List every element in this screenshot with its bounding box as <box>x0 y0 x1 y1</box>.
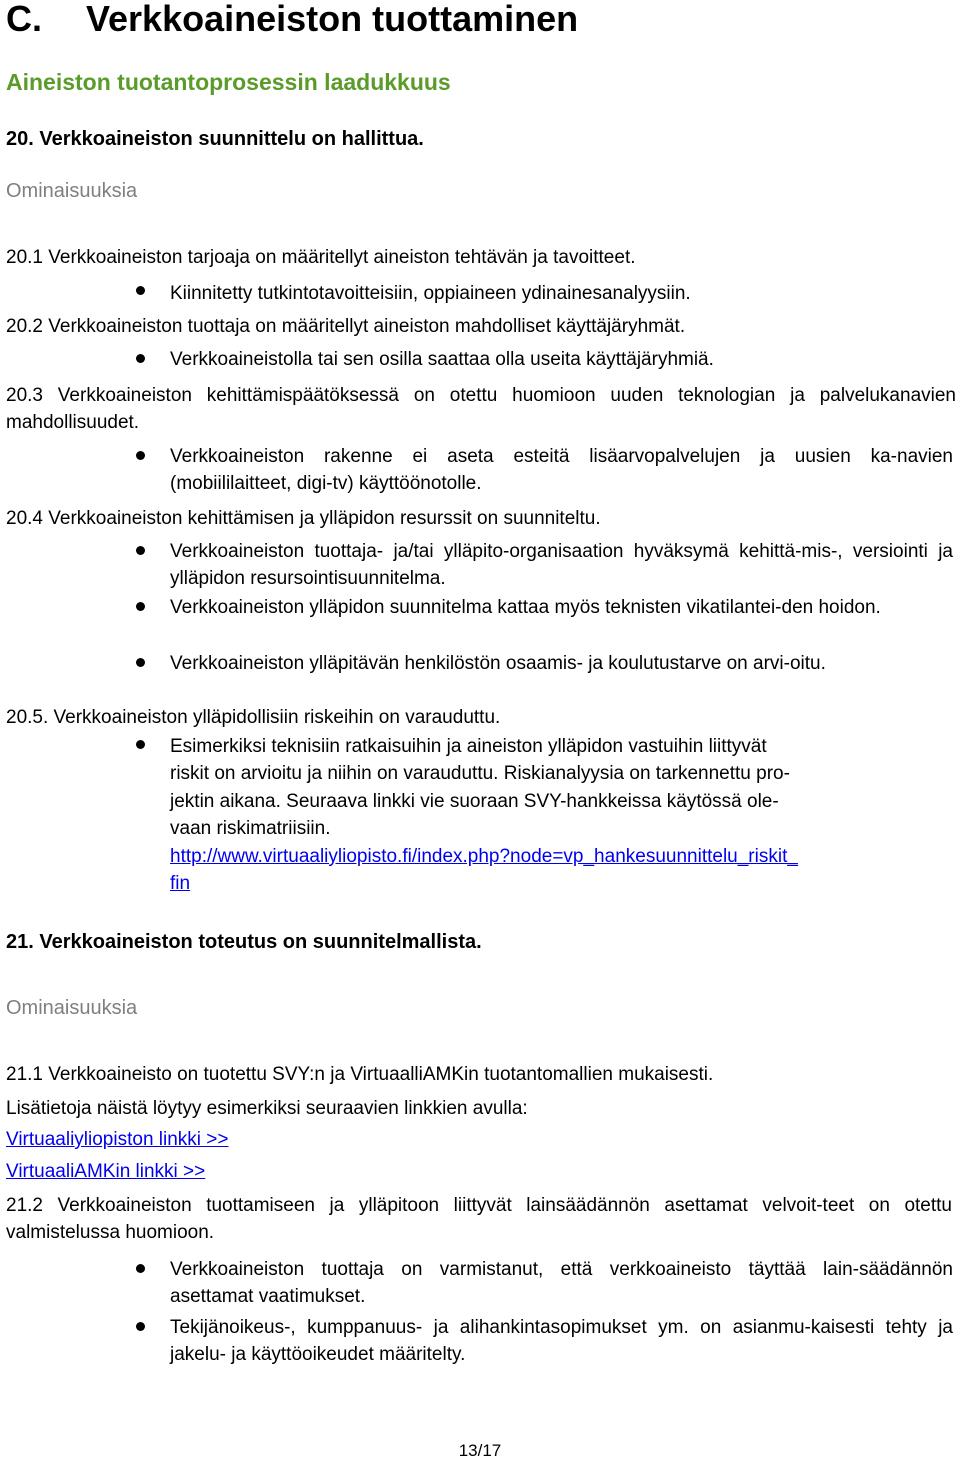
page-number: 13/17 <box>458 1441 502 1460</box>
info-text: Lisätietoja näistä löytyy esimerkiksi seuraavien linkkien avulla: <box>6 1098 528 1119</box>
bullet-icon <box>136 740 145 749</box>
risk-matrix-link-cont[interactable]: fin <box>170 873 191 894</box>
section-21-ominaisuuksia: Ominaisuuksia <box>6 997 138 1019</box>
bullet-icon <box>136 1322 145 1331</box>
heading-letter: C. <box>6 0 42 39</box>
bullet-icon <box>136 1264 145 1273</box>
bullet-20-5-line3: jektin aikana. Seuraava linkki vie suoraan SVY-hankkeissa käytössä ole- <box>170 791 779 812</box>
bullet-icon <box>136 286 145 295</box>
section-21-title: 21. Verkkoaineiston toteutus on suunnitelmallista. <box>6 931 482 953</box>
bullet-icon <box>136 658 145 667</box>
bullet-20-5-line2: riskit on arvioitu ja niihin on varauduttu. Riskianalyysia on tarkennettu pro- <box>170 763 790 784</box>
item-20-4: 20.4 Verkkoaineiston kehittämisen ja ylläpidon resurssit on suunniteltu. <box>6 508 601 529</box>
bullet-20-5-line4: vaan riskimatriisiin. <box>170 818 331 839</box>
item-20-1: 20.1 Verkkoaineiston tarjoaja on määritellyt aineiston tehtävän ja tavoitteet. <box>6 247 636 268</box>
bullet-icon <box>136 354 145 363</box>
bullet-20-4b: Verkkoaineiston ylläpidon suunnitelma kattaa myös teknisten vikatilantei-den hoidon. <box>170 597 881 618</box>
bullet-20-4a: Verkkoaineiston tuottaja- ja/tai ylläpito-organisaation hyväksymä kehittä-mis-, versiointi ja ylläpidon resursointisuunnitelma. <box>170 541 953 589</box>
item-21-1: 21.1 Verkkoaineisto on tuotettu SVY:n ja VirtuaalliAMKin tuotantomallien mukaisesti. <box>6 1064 714 1085</box>
bullet-20-3: Verkkoaineiston rakenne ei aseta esteitä lisäarvopalvelujen ja uusien ka-navien (mobiililaitteet, digi-tv) käyttöönotolle. <box>170 446 953 494</box>
item-20-5: 20.5. Verkkoaineiston ylläpidollisiin riskeihin on varauduttu. <box>6 707 501 728</box>
section-20-ominaisuuksia: Ominaisuuksia <box>6 180 138 202</box>
bullet-icon <box>136 602 145 611</box>
item-20-2: 20.2 Verkkoaineiston tuottaja on määritellyt aineiston mahdolliset käyttäjäryhmät. <box>6 316 686 337</box>
bullet-20-5-line1: Esimerkiksi teknisiin ratkaisuihin ja aineiston ylläpidon vastuihin liittyvät <box>170 736 767 757</box>
bullet-icon <box>136 451 145 460</box>
section-20-title: 20. Verkkoaineiston suunnittelu on hallittua. <box>6 128 424 150</box>
risk-matrix-link[interactable]: http://www.virtuaaliyliopisto.fi/index.php?node=vp_hankesuunnittelu_riskit_ <box>170 846 798 867</box>
item-21-2: 21.2 Verkkoaineiston tuottamiseen ja ylläpitoon liittyvät lainsäädännön asettamat velvoit-teet on otettu valmistelussa huomioon. <box>6 1195 952 1243</box>
bullet-21-2a: Verkkoaineiston tuottaja on varmistanut, että verkkoaineisto täyttää lain-säädännön asettamat vaatimukset. <box>170 1259 953 1307</box>
bullet-20-1: Kiinnitetty tutkintotavoitteisiin, oppiaineen ydinainesanalyysiin. <box>170 283 691 304</box>
page-heading <box>6 0 578 40</box>
bullet-20-4c: Verkkoaineiston ylläpitävän henkilöstön osaamis- ja koulutustarve on arvi-oitu. <box>170 653 826 674</box>
virtuaaliyliopisto-link[interactable]: Virtuaaliyliopiston linkki >> <box>6 1129 229 1150</box>
virtuaaliamk-link[interactable]: VirtuaaliAMKin linkki >> <box>6 1161 206 1182</box>
item-20-3: 20.3 Verkkoaineiston kehittämispäätöksessä on otettu huomioon uuden teknologian ja palvelukanavien mahdollisuudet. <box>6 385 956 433</box>
bullet-icon <box>136 546 145 555</box>
bullet-21-2b: Tekijänoikeus-, kumppanuus- ja alihankintasopimukset ym. on asianmu-kaisesti tehty ja jakelu- ja käyttöoikeudet määritelty. <box>170 1317 953 1365</box>
heading-title: Verkkoaineiston tuottaminen <box>86 0 579 39</box>
section-subtitle: Aineiston tuotantoprosessin laadukkuus <box>6 69 451 95</box>
bullet-20-2: Verkkoaineistolla tai sen osilla saattaa olla useita käyttäjäryhmiä. <box>170 349 714 370</box>
